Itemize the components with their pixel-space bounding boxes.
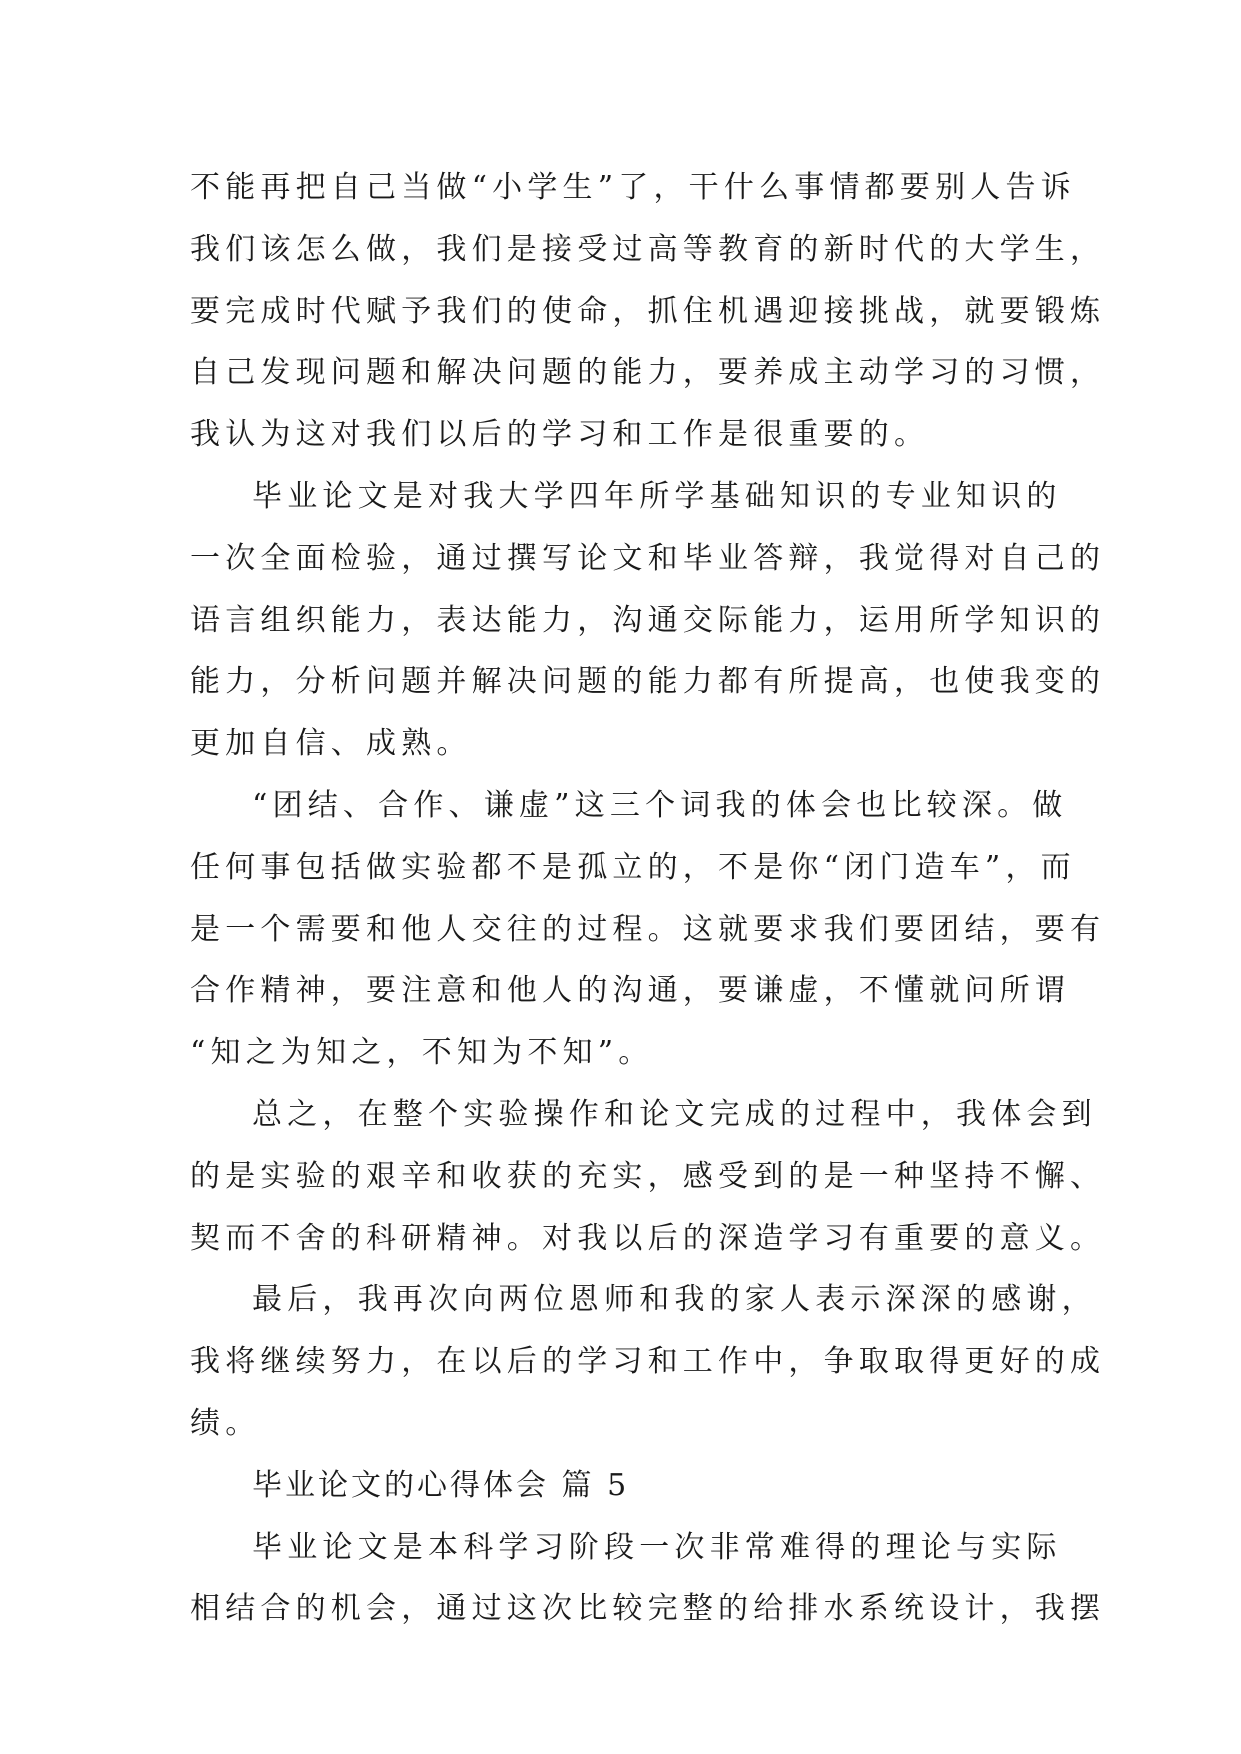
text-line: 能力，分析问题并解决问题的能力都有所提高，也使我变的	[190, 664, 1106, 700]
text-line: 相结合的机会，通过这次比较完整的给排水系统设计，我摆	[190, 1591, 1106, 1627]
text-line: “知之为知之，不知为不知”。	[190, 1035, 654, 1071]
text-line: 我们该怎么做，我们是接受过高等教育的新时代的大学生，	[190, 231, 1106, 267]
body-text	[190, 157, 1106, 1640]
text-line: 的是实验的艰辛和收获的充实，感受到的是一种坚持不懈、	[190, 1158, 1106, 1194]
paragraph-first-line: “团结、合作、谦虚”这三个词我的体会也比较深。做	[252, 787, 1068, 823]
text-line: 我将继续努力，在以后的学习和工作中，争取取得更好的成	[190, 1344, 1106, 1380]
text-line: 语言组织能力，表达能力，沟通交际能力，运用所学知识的	[190, 602, 1106, 638]
text-line: 契而不舍的科研精神。对我以后的深造学习有重要的意义。	[190, 1220, 1106, 1256]
text-line: 要完成时代赋予我们的使命，抓住机遇迎接挑战，就要锻炼	[190, 293, 1106, 329]
paragraph-first-line: 最后，我再次向两位恩师和我的家人表示深深的感谢，	[252, 1282, 1097, 1318]
text-line: 合作精神，要注意和他人的沟通，要谦虚，不懂就问所谓	[190, 973, 1070, 1009]
text-line: 不能再把自己当做“小学生”了，干什么事情都要别人告诉	[190, 170, 1076, 205]
section-heading: 毕业论文的心得体会 篇 5	[252, 1467, 630, 1503]
paragraph-first-line: 总之，在整个实验操作和论文完成的过程中，我体会到	[252, 1096, 1097, 1132]
text-line: 自己发现问题和解决问题的能力，要养成主动学习的习惯，	[190, 355, 1106, 391]
text-line: 绩。	[190, 1405, 261, 1441]
text-line: 是一个需要和他人交往的过程。这就要求我们要团结，要有	[190, 911, 1106, 947]
text-line: 更加自信、成熟。	[190, 726, 472, 762]
text-line: 我认为这对我们以后的学习和工作是很重要的。	[190, 417, 930, 453]
paragraph-first-line: 毕业论文是本科学习阶段一次非常难得的理论与实际	[252, 1529, 1062, 1565]
text-line: 任何事包括做实验都不是孤立的，不是你“闭门造车”，而	[190, 849, 1076, 885]
paragraph-first-line: 毕业论文是对我大学四年所学基础知识的专业知识的	[252, 478, 1062, 514]
text-line: 一次全面检验，通过撰写论文和毕业答辩，我觉得对自己的	[190, 540, 1106, 576]
